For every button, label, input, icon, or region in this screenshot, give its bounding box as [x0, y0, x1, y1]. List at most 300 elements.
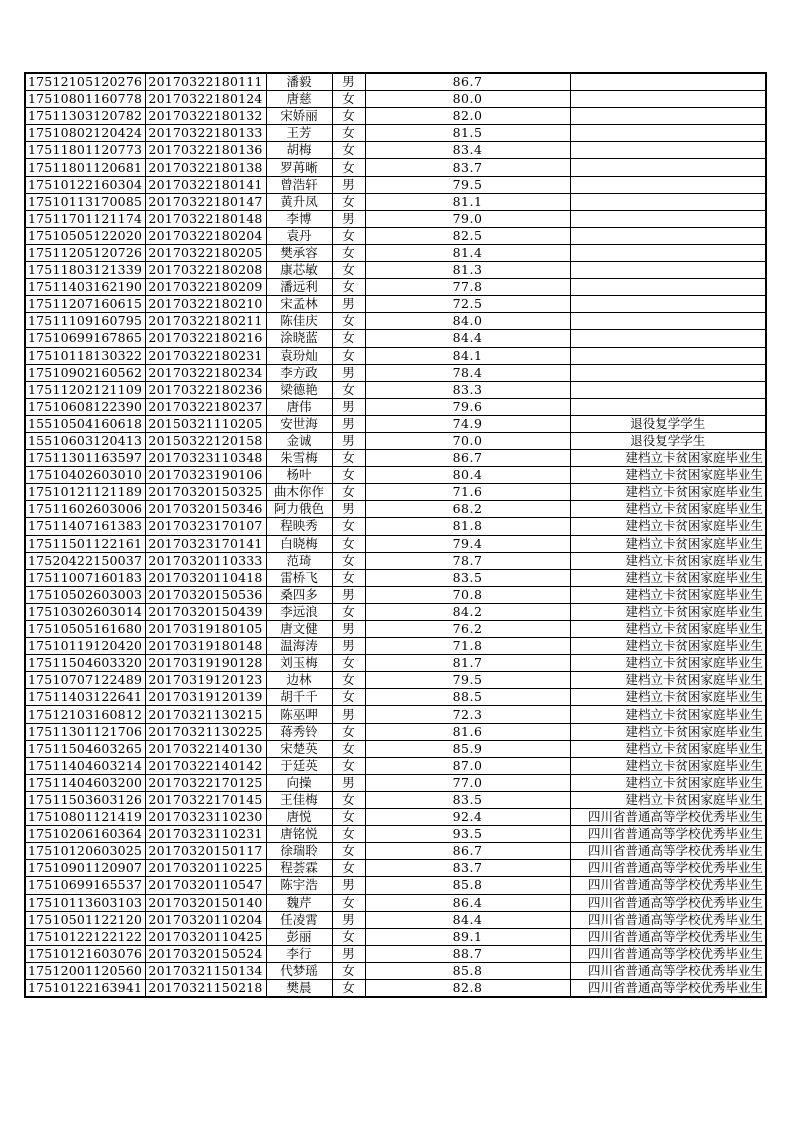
name-cell: 宋娇丽: [266, 108, 332, 125]
registration-number-cell: 20170322180231: [145, 347, 266, 364]
registration-number-cell: 20170322180234: [145, 364, 266, 381]
gender-cell: 男: [332, 706, 365, 723]
note-cell: 建档立卡贫困家庭毕业生: [570, 569, 766, 586]
score-cell: 86.7: [365, 843, 570, 860]
gender-cell: 女: [332, 860, 365, 877]
note-cell: 四川省普通高等学校优秀毕业生: [570, 979, 766, 997]
name-cell: 李远浪: [266, 603, 332, 620]
name-cell: 陈巫呷: [266, 706, 332, 723]
registration-number-cell: 20170319180148: [145, 638, 266, 655]
name-cell: 边林: [266, 672, 332, 689]
gender-cell: 女: [332, 603, 365, 620]
name-cell: 唐文健: [266, 621, 332, 638]
registration-number-cell: 20170322180204: [145, 227, 266, 244]
score-cell: 70.8: [365, 586, 570, 603]
score-cell: 83.7: [365, 159, 570, 176]
exam-number-cell: 15510504160618: [25, 415, 145, 432]
name-cell: 罗苒晰: [266, 159, 332, 176]
score-cell: 70.0: [365, 432, 570, 449]
note-cell: 退役复学学生: [570, 415, 766, 432]
gender-cell: 男: [332, 415, 365, 432]
note-cell: 建档立卡贫困家庭毕业生: [570, 757, 766, 774]
gender-cell: 女: [332, 262, 365, 279]
score-cell: 72.3: [365, 706, 570, 723]
exam-number-cell: 17511403162190: [25, 279, 145, 296]
name-cell: 向操: [266, 774, 332, 791]
exam-number-cell: 17510122163941: [25, 979, 145, 997]
name-cell: 于廷英: [266, 757, 332, 774]
score-cell: 81.1: [365, 193, 570, 210]
exam-number-cell: 17511701121174: [25, 210, 145, 227]
note-cell: 四川省普通高等学校优秀毕业生: [570, 928, 766, 945]
name-cell: 蒋秀铃: [266, 723, 332, 740]
table-row: [25, 364, 766, 381]
exam-number-cell: 17510801121419: [25, 809, 145, 826]
table-row: [25, 450, 766, 467]
note-cell: [570, 313, 766, 330]
exam-number-cell: 17510801160778: [25, 91, 145, 108]
name-cell: 朱雪梅: [266, 450, 332, 467]
name-cell: 程荟霖: [266, 860, 332, 877]
registration-number-cell: 20170320110547: [145, 877, 266, 894]
score-cell: 79.5: [365, 672, 570, 689]
score-cell: 92.4: [365, 809, 570, 826]
table-row: [25, 347, 766, 364]
exam-number-cell: 17510121121189: [25, 484, 145, 501]
note-cell: [570, 227, 766, 244]
registration-number-cell: 20170320150536: [145, 586, 266, 603]
table-row: [25, 569, 766, 586]
score-cell: 79.6: [365, 398, 570, 415]
registration-number-cell: 20170320150346: [145, 501, 266, 518]
note-cell: 建档立卡贫困家庭毕业生: [570, 638, 766, 655]
score-cell: 83.7: [365, 860, 570, 877]
exam-number-cell: 17511301121706: [25, 723, 145, 740]
table-row: [25, 313, 766, 330]
name-cell: 程映秀: [266, 518, 332, 535]
note-cell: 建档立卡贫困家庭毕业生: [570, 518, 766, 535]
table-body: [25, 73, 766, 997]
name-cell: 唐慈: [266, 91, 332, 108]
score-cell: 82.8: [365, 979, 570, 997]
note-cell: 四川省普通高等学校优秀毕业生: [570, 962, 766, 979]
gender-cell: 女: [332, 484, 365, 501]
name-cell: 桑四多: [266, 586, 332, 603]
gender-cell: 女: [332, 381, 365, 398]
note-cell: [570, 73, 766, 91]
exam-number-cell: 17511602603006: [25, 501, 145, 518]
gender-cell: 男: [332, 210, 365, 227]
gender-cell: 女: [332, 279, 365, 296]
note-cell: 四川省普通高等学校优秀毕业生: [570, 945, 766, 962]
name-cell: 黄升凤: [266, 193, 332, 210]
table-row: [25, 279, 766, 296]
score-cell: 79.5: [365, 176, 570, 193]
note-cell: 建档立卡贫困家庭毕业生: [570, 672, 766, 689]
note-cell: [570, 159, 766, 176]
score-cell: 82.5: [365, 227, 570, 244]
gender-cell: 女: [332, 689, 365, 706]
gender-cell: 女: [332, 313, 365, 330]
note-cell: 建档立卡贫困家庭毕业生: [570, 723, 766, 740]
score-cell: 84.4: [365, 330, 570, 347]
registration-number-cell: 20170322180208: [145, 262, 266, 279]
note-cell: [570, 125, 766, 142]
name-cell: 涂晓蓝: [266, 330, 332, 347]
score-cell: 80.0: [365, 91, 570, 108]
exam-number-cell: 17510501122120: [25, 911, 145, 928]
table-row: [25, 398, 766, 415]
exam-number-cell: 17510118130322: [25, 347, 145, 364]
exam-number-cell: 17511503603126: [25, 791, 145, 808]
gender-cell: 男: [332, 432, 365, 449]
exam-number-cell: 17510699165537: [25, 877, 145, 894]
name-cell: 李博: [266, 210, 332, 227]
name-cell: 王芳: [266, 125, 332, 142]
table-row: [25, 176, 766, 193]
table-row: [25, 432, 766, 449]
exam-number-cell: 17510902160562: [25, 364, 145, 381]
name-cell: 白晓梅: [266, 535, 332, 552]
gender-cell: 男: [332, 398, 365, 415]
gender-cell: 女: [332, 125, 365, 142]
name-cell: 温海涛: [266, 638, 332, 655]
score-cell: 81.5: [365, 125, 570, 142]
registration-number-cell: 20170321150218: [145, 979, 266, 997]
registration-number-cell: 20170320110425: [145, 928, 266, 945]
table-row: [25, 73, 766, 91]
exam-number-cell: 17511504603265: [25, 740, 145, 757]
exam-number-cell: 17511205120726: [25, 244, 145, 261]
name-cell: 魏芹: [266, 894, 332, 911]
table-row: [25, 415, 766, 432]
gender-cell: 男: [332, 501, 365, 518]
registration-number-cell: 20150321110205: [145, 415, 266, 432]
name-cell: 梁德艳: [266, 381, 332, 398]
gender-cell: 女: [332, 655, 365, 672]
gender-cell: 女: [332, 809, 365, 826]
exam-number-cell: 17510121603076: [25, 945, 145, 962]
table-row: [25, 381, 766, 398]
gender-cell: 女: [332, 535, 365, 552]
registration-number-cell: 20170322170145: [145, 791, 266, 808]
gender-cell: 男: [332, 911, 365, 928]
note-cell: 建档立卡贫困家庭毕业生: [570, 586, 766, 603]
table-row: [25, 979, 766, 997]
table-row: [25, 484, 766, 501]
registration-number-cell: 20170321130215: [145, 706, 266, 723]
note-cell: [570, 262, 766, 279]
table-row: [25, 638, 766, 655]
score-cell: 86.7: [365, 73, 570, 91]
exam-number-cell: 17511404603214: [25, 757, 145, 774]
table-row: [25, 552, 766, 569]
note-cell: [570, 108, 766, 125]
registration-number-cell: 20170320110204: [145, 911, 266, 928]
score-cell: 71.8: [365, 638, 570, 655]
note-cell: [570, 279, 766, 296]
name-cell: 唐铭悦: [266, 826, 332, 843]
table-row: [25, 518, 766, 535]
registration-number-cell: 20170322140130: [145, 740, 266, 757]
note-cell: 建档立卡贫困家庭毕业生: [570, 791, 766, 808]
gender-cell: 女: [332, 91, 365, 108]
score-cell: 68.2: [365, 501, 570, 518]
registration-number-cell: 20170320150524: [145, 945, 266, 962]
gender-cell: 女: [332, 843, 365, 860]
registration-number-cell: 20170322180211: [145, 313, 266, 330]
note-cell: [570, 210, 766, 227]
table-row: [25, 125, 766, 142]
score-cell: 86.7: [365, 450, 570, 467]
note-cell: 建档立卡贫困家庭毕业生: [570, 621, 766, 638]
exam-number-cell: 17510802120424: [25, 125, 145, 142]
note-cell: [570, 398, 766, 415]
exam-number-cell: 17510699167865: [25, 330, 145, 347]
exam-number-cell: 17512001120560: [25, 962, 145, 979]
exam-number-cell: 15510603120413: [25, 432, 145, 449]
gender-cell: 女: [332, 740, 365, 757]
score-cell: 78.4: [365, 364, 570, 381]
score-cell: 77.0: [365, 774, 570, 791]
table-row: [25, 706, 766, 723]
score-cell: 84.0: [365, 313, 570, 330]
table-row: [25, 928, 766, 945]
table-row: [25, 535, 766, 552]
gender-cell: 女: [332, 928, 365, 945]
name-cell: 宋楚英: [266, 740, 332, 757]
table-row: [25, 962, 766, 979]
exam-number-cell: 17510901120907: [25, 860, 145, 877]
score-cell: 78.7: [365, 552, 570, 569]
score-cell: 74.9: [365, 415, 570, 432]
name-cell: 雷桥飞: [266, 569, 332, 586]
registration-number-cell: 20170322180210: [145, 296, 266, 313]
exam-number-cell: 17511301163597: [25, 450, 145, 467]
registration-number-cell: 20170322180136: [145, 142, 266, 159]
score-cell: 85.9: [365, 740, 570, 757]
table-row: [25, 586, 766, 603]
gender-cell: 男: [332, 364, 365, 381]
table-row: [25, 193, 766, 210]
score-cell: 81.7: [365, 655, 570, 672]
exam-number-cell: 17510113603103: [25, 894, 145, 911]
note-cell: [570, 364, 766, 381]
name-cell: 杨叶: [266, 467, 332, 484]
name-cell: 胡千千: [266, 689, 332, 706]
gender-cell: 女: [332, 723, 365, 740]
exam-number-cell: 17511403122641: [25, 689, 145, 706]
name-cell: 胡梅: [266, 142, 332, 159]
note-cell: 建档立卡贫困家庭毕业生: [570, 774, 766, 791]
gender-cell: 男: [332, 877, 365, 894]
exam-number-cell: 17510505122020: [25, 227, 145, 244]
name-cell: 徐瑞聆: [266, 843, 332, 860]
gender-cell: 女: [332, 227, 365, 244]
registration-number-cell: 20170322180133: [145, 125, 266, 142]
exam-number-cell: 17510505161680: [25, 621, 145, 638]
table-row: [25, 757, 766, 774]
registration-number-cell: 20170322180124: [145, 91, 266, 108]
table-row: [25, 210, 766, 227]
score-cell: 81.3: [365, 262, 570, 279]
name-cell: 康芯敏: [266, 262, 332, 279]
table-row: [25, 877, 766, 894]
name-cell: 陈宇浩: [266, 877, 332, 894]
table-row: [25, 672, 766, 689]
note-cell: 建档立卡贫困家庭毕业生: [570, 706, 766, 723]
score-cell: 84.1: [365, 347, 570, 364]
registration-number-cell: 20170322180111: [145, 73, 266, 91]
score-cell: 81.4: [365, 244, 570, 261]
registration-number-cell: 20170323110231: [145, 826, 266, 843]
gender-cell: 女: [332, 347, 365, 364]
gender-cell: 女: [332, 450, 365, 467]
name-cell: 范琦: [266, 552, 332, 569]
exam-number-cell: 17511007160183: [25, 569, 145, 586]
score-cell: 89.1: [365, 928, 570, 945]
note-cell: [570, 193, 766, 210]
gender-cell: 女: [332, 142, 365, 159]
exam-number-cell: 17511801120681: [25, 159, 145, 176]
registration-number-cell: 20170319120139: [145, 689, 266, 706]
score-cell: 81.6: [365, 723, 570, 740]
exam-number-cell: 17512105120276: [25, 73, 145, 91]
registration-number-cell: 20170323110230: [145, 809, 266, 826]
score-cell: 83.3: [365, 381, 570, 398]
registration-number-cell: 20170322180138: [145, 159, 266, 176]
score-cell: 77.8: [365, 279, 570, 296]
score-cell: 85.8: [365, 877, 570, 894]
table-row: [25, 621, 766, 638]
note-cell: 建档立卡贫困家庭毕业生: [570, 501, 766, 518]
table-row: [25, 945, 766, 962]
score-cell: 79.0: [365, 210, 570, 227]
registration-number-cell: 20170320150325: [145, 484, 266, 501]
name-cell: 唐悦: [266, 809, 332, 826]
gender-cell: 男: [332, 73, 365, 91]
gender-cell: 女: [332, 826, 365, 843]
table-row: [25, 774, 766, 791]
registration-number-cell: 20170320110418: [145, 569, 266, 586]
score-cell: 93.5: [365, 826, 570, 843]
table-row: [25, 911, 766, 928]
note-cell: [570, 142, 766, 159]
registration-number-cell: 20170321150134: [145, 962, 266, 979]
gender-cell: 女: [332, 894, 365, 911]
note-cell: [570, 91, 766, 108]
note-cell: [570, 330, 766, 347]
gender-cell: 男: [332, 296, 365, 313]
note-cell: 退役复学学生: [570, 432, 766, 449]
table-row: [25, 501, 766, 518]
gender-cell: 女: [332, 757, 365, 774]
gender-cell: 女: [332, 330, 365, 347]
gender-cell: 女: [332, 467, 365, 484]
registration-number-cell: 20170322140142: [145, 757, 266, 774]
note-cell: 四川省普通高等学校优秀毕业生: [570, 911, 766, 928]
registration-number-cell: 20170322180132: [145, 108, 266, 125]
gender-cell: 女: [332, 552, 365, 569]
name-cell: 刘玉梅: [266, 655, 332, 672]
table-row: [25, 91, 766, 108]
note-cell: 四川省普通高等学校优秀毕业生: [570, 826, 766, 843]
registration-number-cell: 20170320150117: [145, 843, 266, 860]
name-cell: 任凌霄: [266, 911, 332, 928]
score-cell: 83.4: [365, 142, 570, 159]
note-cell: 建档立卡贫困家庭毕业生: [570, 655, 766, 672]
table-row: [25, 723, 766, 740]
table-row: [25, 262, 766, 279]
exam-number-cell: 17510608122390: [25, 398, 145, 415]
note-cell: 建档立卡贫困家庭毕业生: [570, 552, 766, 569]
note-cell: 四川省普通高等学校优秀毕业生: [570, 843, 766, 860]
score-cell: 81.8: [365, 518, 570, 535]
table-row: [25, 108, 766, 125]
table-row: [25, 894, 766, 911]
score-cell: 83.5: [365, 569, 570, 586]
gender-cell: 女: [332, 962, 365, 979]
exam-number-cell: 17511404603200: [25, 774, 145, 791]
note-cell: 建档立卡贫困家庭毕业生: [570, 740, 766, 757]
exam-number-cell: 17510206160364: [25, 826, 145, 843]
registration-number-cell: 20170320150140: [145, 894, 266, 911]
registration-number-cell: 20170322180216: [145, 330, 266, 347]
note-cell: [570, 381, 766, 398]
registration-number-cell: 20170322180205: [145, 244, 266, 261]
gender-cell: 男: [332, 638, 365, 655]
score-cell: 76.2: [365, 621, 570, 638]
registration-number-cell: 20170319190128: [145, 655, 266, 672]
exam-number-cell: 17511407161383: [25, 518, 145, 535]
exam-number-cell: 17511803121339: [25, 262, 145, 279]
name-cell: 阿力俄色: [266, 501, 332, 518]
registration-number-cell: 20170322180236: [145, 381, 266, 398]
name-cell: 李行: [266, 945, 332, 962]
note-cell: [570, 244, 766, 261]
name-cell: 安世海: [266, 415, 332, 432]
registration-number-cell: 20170323170107: [145, 518, 266, 535]
table-row: [25, 809, 766, 826]
gender-cell: 女: [332, 244, 365, 261]
registration-number-cell: 20170322170125: [145, 774, 266, 791]
name-cell: 金诚: [266, 432, 332, 449]
note-cell: 建档立卡贫困家庭毕业生: [570, 603, 766, 620]
gender-cell: 女: [332, 518, 365, 535]
registration-number-cell: 20170322180147: [145, 193, 266, 210]
score-cell: 86.4: [365, 894, 570, 911]
registration-number-cell: 20170322180148: [145, 210, 266, 227]
name-cell: 宋孟林: [266, 296, 332, 313]
gender-cell: 男: [332, 774, 365, 791]
table-row: [25, 159, 766, 176]
registration-number-cell: 20170323170141: [145, 535, 266, 552]
exam-number-cell: 17511207160615: [25, 296, 145, 313]
registration-number-cell: 20170319180105: [145, 621, 266, 638]
name-cell: 袁玢灿: [266, 347, 332, 364]
name-cell: 彭丽: [266, 928, 332, 945]
exam-number-cell: 17511801120773: [25, 142, 145, 159]
note-cell: 四川省普通高等学校优秀毕业生: [570, 860, 766, 877]
exam-number-cell: 17510122122122: [25, 928, 145, 945]
note-cell: 四川省普通高等学校优秀毕业生: [570, 894, 766, 911]
score-cell: 82.0: [365, 108, 570, 125]
note-cell: 建档立卡贫困家庭毕业生: [570, 535, 766, 552]
table-row: [25, 826, 766, 843]
registration-number-cell: 20170322180237: [145, 398, 266, 415]
gender-cell: 男: [332, 945, 365, 962]
score-cell: 84.2: [365, 603, 570, 620]
